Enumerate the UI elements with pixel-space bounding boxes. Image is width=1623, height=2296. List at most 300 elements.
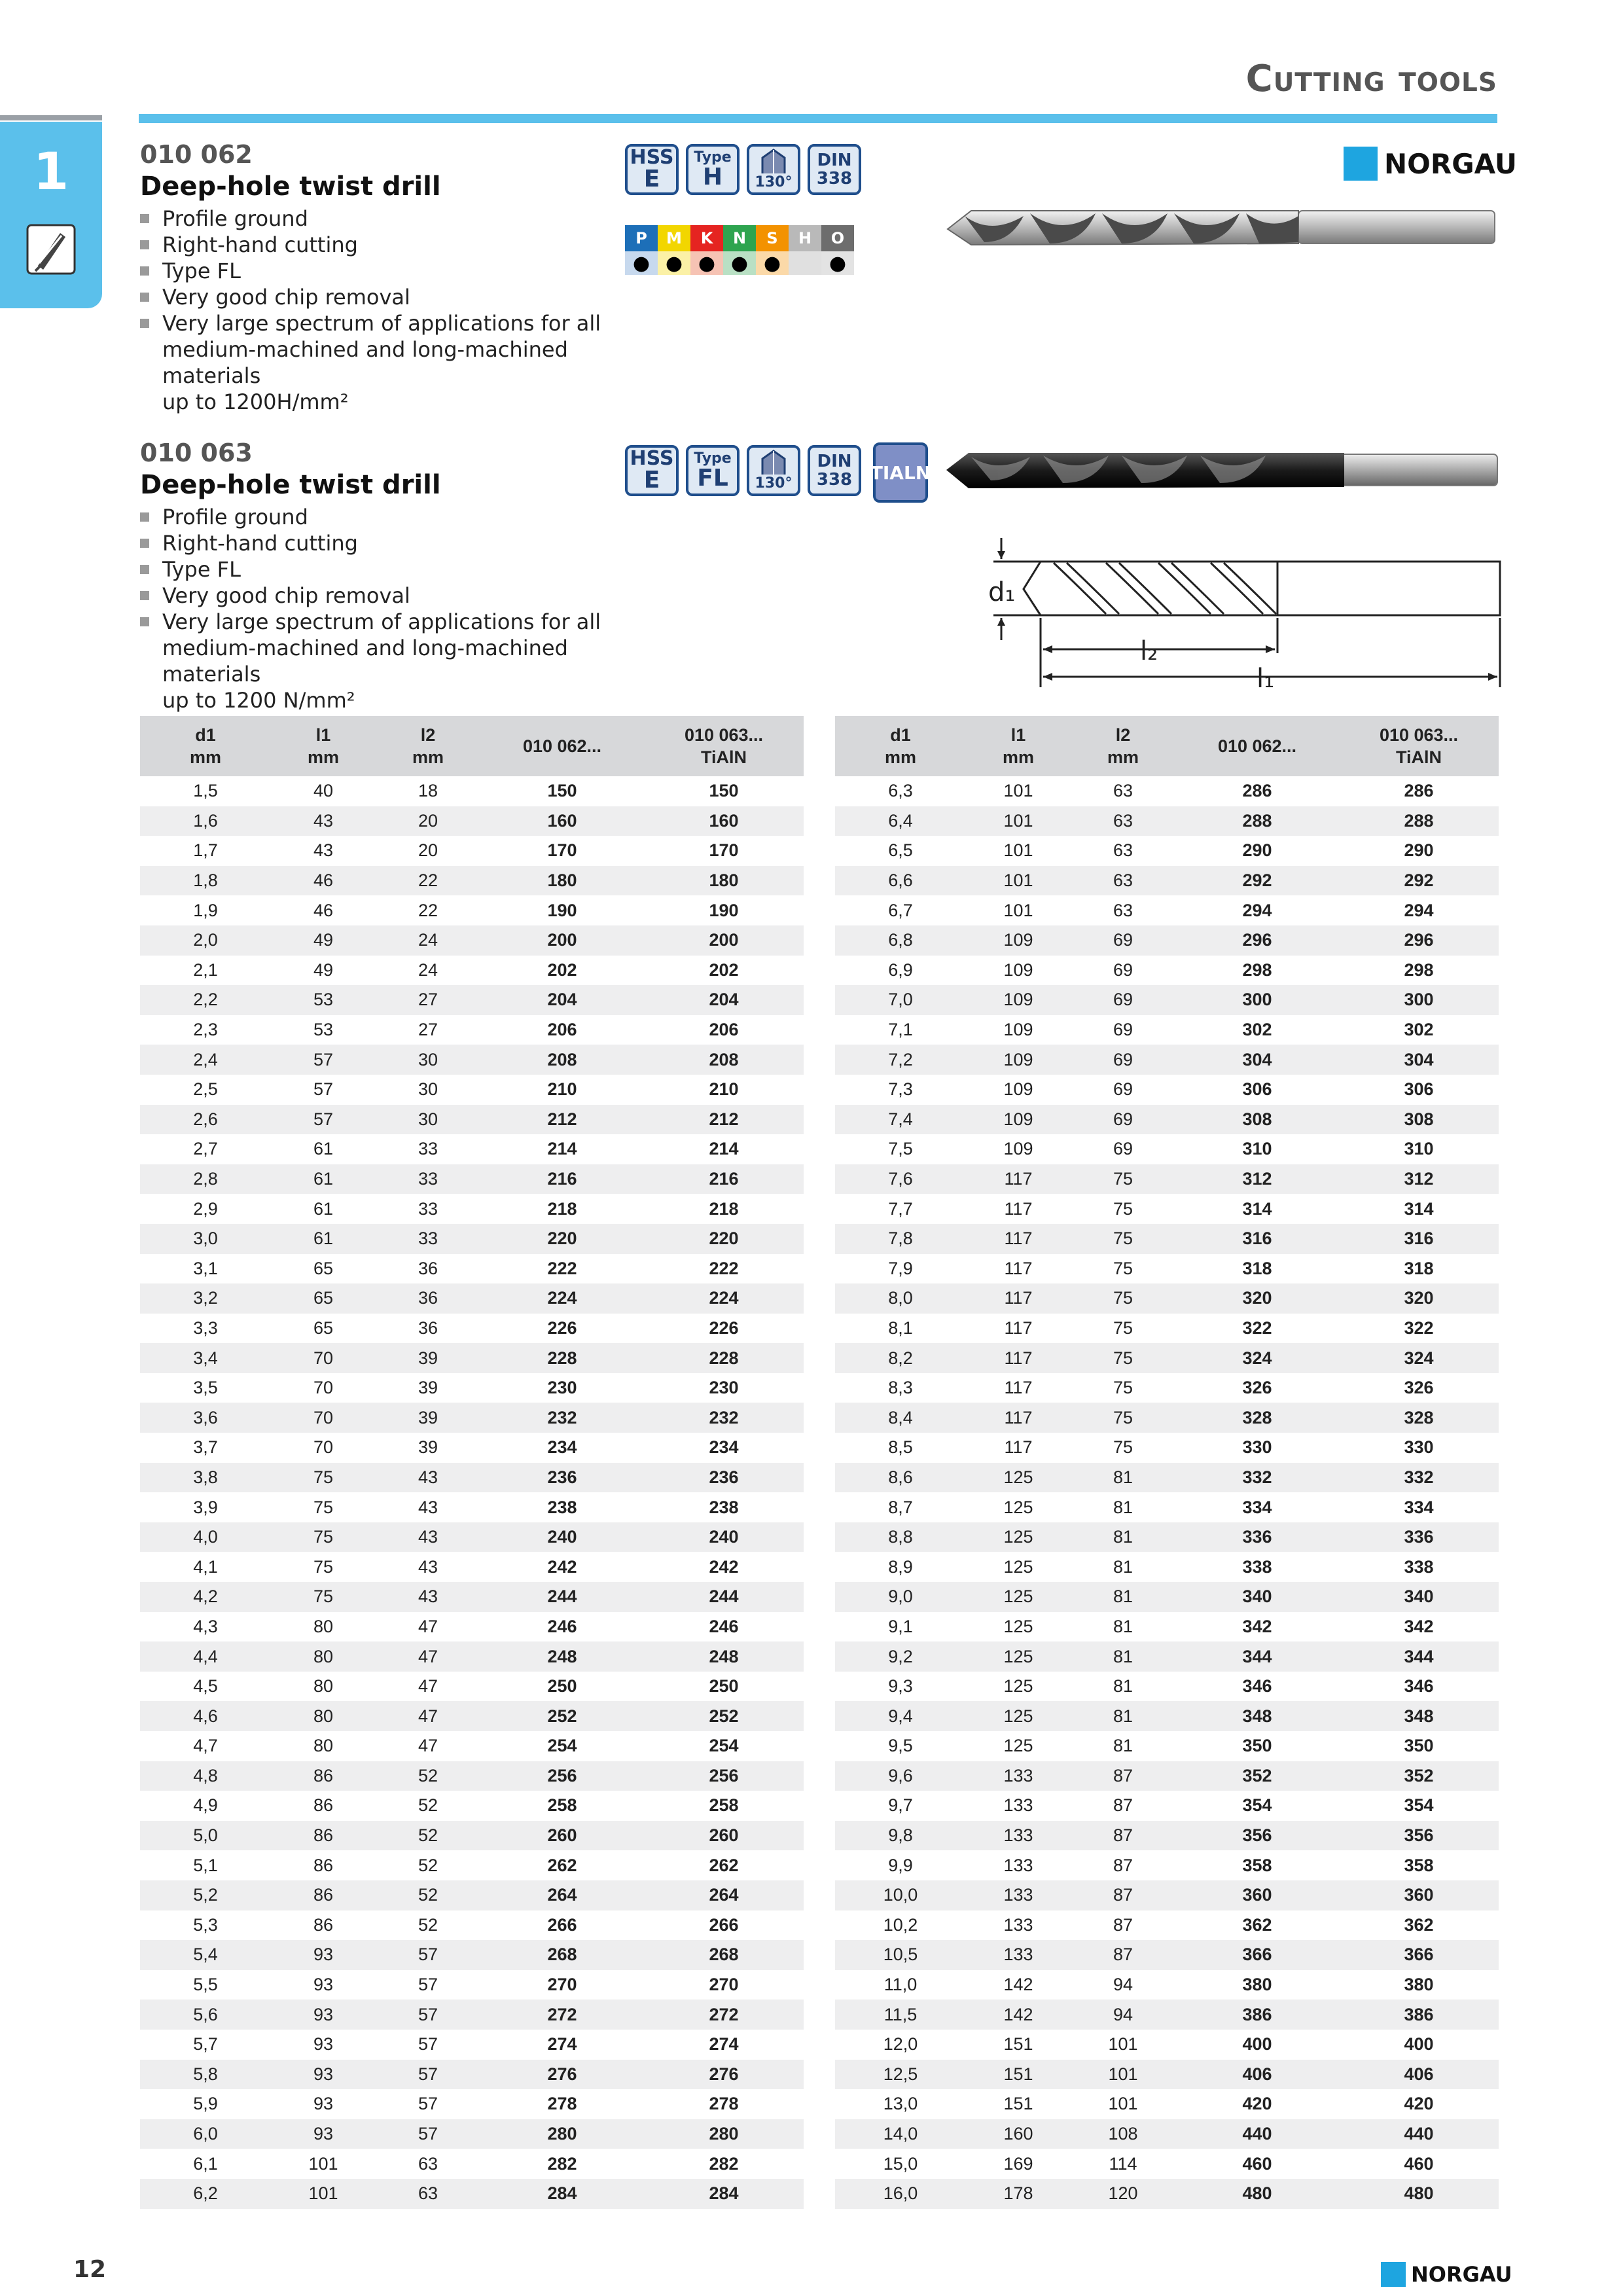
table-cell: 33 (376, 1224, 480, 1254)
table-cell: 61 (313, 1198, 334, 1219)
column-header-line: l1 (1010, 725, 1026, 745)
table-cell: 240 (644, 1522, 804, 1552)
table-cell: 480 (1175, 2179, 1339, 2209)
table-cell: 40 (313, 781, 334, 801)
column-header (835, 716, 966, 776)
table-cell: 109 (966, 925, 1071, 956)
table-cell: 342 (1242, 1616, 1272, 1636)
table-cell: 360 (1175, 1880, 1339, 1910)
table-cell: 7,6 (835, 1164, 966, 1194)
material-dot-o: ● (821, 251, 854, 275)
table-cell: 248 (644, 1641, 804, 1672)
column-header-line: 010 062... (522, 736, 602, 756)
feature-item-continued: medium-machined and long-machined materials (162, 337, 568, 388)
table-cell: 226 (547, 1318, 577, 1338)
table-cell: 5,5 (193, 1975, 218, 1995)
table-row (835, 925, 1499, 956)
material-suitability (625, 225, 854, 275)
table-cell: 142 (966, 2000, 1071, 2030)
table-cell: 87 (1071, 1821, 1175, 1851)
table-cell: 7,3 (888, 1079, 913, 1100)
table-cell: 101 (1071, 2060, 1175, 2090)
table-cell: 7,7 (888, 1198, 913, 1219)
table-cell: 8,4 (835, 1403, 966, 1433)
table-cell: 330 (1404, 1437, 1434, 1458)
table-cell: 117 (1004, 1437, 1033, 1458)
table-cell: 3,7 (193, 1437, 218, 1458)
table-cell: 326 (1404, 1378, 1434, 1398)
footer-brand-logo (1381, 2262, 1512, 2287)
table-cell: 14,0 (835, 2119, 966, 2149)
table-cell: 304 (1175, 1045, 1339, 1075)
column-header-line: TiAlN (1395, 747, 1442, 767)
table-cell: 274 (709, 2034, 739, 2054)
table-cell: 224 (644, 1283, 804, 1314)
table-row (835, 1045, 1499, 1075)
table-row (835, 895, 1499, 925)
table-cell: 292 (1339, 866, 1499, 896)
table-row (140, 925, 804, 956)
table-cell: 2,9 (193, 1198, 218, 1219)
table-cell: 286 (1404, 781, 1434, 801)
badge-value: E (643, 467, 660, 493)
table-cell: 53 (313, 1020, 334, 1040)
table-row (140, 2149, 804, 2179)
table-cell: 230 (547, 1378, 577, 1398)
table-cell: 244 (480, 1582, 644, 1612)
table-cell: 420 (1242, 2094, 1272, 2114)
table-cell: 53 (271, 985, 376, 1015)
table-cell: 220 (644, 1224, 804, 1254)
table-cell: 125 (1003, 1556, 1033, 1577)
table-cell: 86 (271, 1761, 376, 1791)
table-cell: 4,2 (140, 1582, 271, 1612)
table-cell: 9,0 (835, 1582, 966, 1612)
table-cell: 33 (418, 1139, 438, 1159)
feature-list (140, 206, 637, 415)
table-row (835, 2119, 1499, 2149)
table-cell: 86 (271, 1880, 376, 1910)
table-cell: 236 (480, 1463, 644, 1493)
table-cell: 36 (418, 1318, 438, 1338)
table-cell: 212 (480, 1105, 644, 1135)
table-cell: 81 (1113, 1497, 1133, 1517)
table-cell: 94 (1113, 1975, 1133, 1995)
table-cell: 3,9 (193, 1497, 218, 1517)
table-cell: 3,8 (140, 1463, 271, 1493)
table-cell: 242 (547, 1556, 577, 1577)
table-cell: 43 (376, 1522, 480, 1552)
table-cell: 246 (547, 1616, 577, 1636)
table-cell: 238 (547, 1497, 577, 1517)
table-cell: 114 (1109, 2153, 1137, 2174)
feature-item: Right-hand cutting (140, 232, 637, 258)
table-cell: 346 (1404, 1676, 1434, 1696)
table-cell: 214 (709, 1139, 739, 1159)
table-cell: 133 (966, 1880, 1071, 1910)
badge-label: HSS (630, 447, 674, 470)
table-cell: 274 (547, 2034, 577, 2054)
table-row (140, 1970, 804, 2000)
table-cell: 117 (966, 1224, 1071, 1254)
table-cell: 300 (1175, 985, 1339, 1015)
table-cell: 6,6 (835, 866, 966, 896)
table-cell: 260 (644, 1821, 804, 1851)
table-cell: 226 (709, 1318, 739, 1338)
table-cell: 142 (1003, 1975, 1033, 1995)
table-cell: 212 (644, 1105, 804, 1135)
column-header-line: l2 (1115, 725, 1131, 745)
table-cell: 284 (644, 2179, 804, 2209)
table-cell: 362 (1404, 1914, 1434, 1935)
table-cell: 6,3 (888, 781, 913, 801)
table-cell: 81 (1071, 1701, 1175, 1731)
column-header-line: mm (1002, 747, 1034, 767)
table-cell: 75 (1113, 1318, 1133, 1338)
material-dot-m: ● (658, 251, 690, 275)
badge-label: Type (694, 450, 732, 467)
table-cell: 4,0 (140, 1522, 271, 1552)
table-cell: 11,0 (883, 1975, 918, 1995)
table-cell: 22 (418, 900, 438, 920)
table-row (835, 1283, 1499, 1314)
table-cell: 133 (1003, 1795, 1033, 1816)
table-cell: 75 (1113, 1198, 1133, 1219)
din-badge (808, 445, 861, 496)
table-cell: 10,5 (835, 1940, 966, 1970)
feature-item-continued: up to 1200H/mm² (162, 389, 349, 414)
feature-item: Profile ground (140, 504, 637, 530)
table-row (835, 1194, 1499, 1224)
table-cell: 190 (709, 900, 739, 920)
table-cell: 200 (644, 925, 804, 956)
table-cell: 8,0 (835, 1283, 966, 1314)
table-row (140, 1254, 804, 1284)
table-cell: 302 (1242, 1020, 1272, 1040)
table-cell: 220 (480, 1224, 644, 1254)
table-cell: 63 (1071, 806, 1175, 836)
table-row (140, 776, 804, 806)
feature-item: Type FL (140, 556, 637, 583)
table-row (140, 1731, 804, 1761)
table-cell: 7,8 (835, 1224, 966, 1254)
table-cell: 52 (418, 1914, 438, 1935)
table-cell: 4,6 (140, 1701, 271, 1731)
table-cell: 400 (1242, 2034, 1272, 2054)
table-cell: 80 (313, 1736, 334, 1756)
table-row (835, 1403, 1499, 1433)
table-cell: 350 (1242, 1736, 1272, 1756)
column-header-line: d1 (890, 725, 911, 745)
table-cell: 101 (308, 2153, 338, 2174)
table-cell: 2,7 (193, 1139, 218, 1159)
table-row (140, 1821, 804, 1851)
table-cell: 109 (966, 1045, 1071, 1075)
table-row (140, 1075, 804, 1105)
table-row (835, 1224, 1499, 1254)
table-cell: 75 (1113, 1437, 1133, 1458)
table-cell: 210 (709, 1079, 739, 1100)
table-cell: 2,6 (140, 1105, 271, 1135)
table-cell: 5,9 (193, 2094, 218, 2114)
table-cell: 278 (547, 2094, 577, 2114)
table-cell: 250 (709, 1676, 739, 1696)
table-cell: 9,2 (835, 1641, 966, 1672)
table-row (835, 776, 1499, 806)
table-cell: 30 (376, 1045, 480, 1075)
table-cell: 16,0 (835, 2179, 966, 2209)
page-number: 12 (73, 2256, 107, 2283)
table-cell: 314 (1404, 1198, 1434, 1219)
table-cell: 322 (1242, 1318, 1272, 1338)
table-cell: 232 (480, 1403, 644, 1433)
table-cell: 43 (313, 840, 334, 861)
table-cell: 318 (1242, 1258, 1272, 1278)
table-cell: 440 (1339, 2119, 1499, 2149)
table-cell: 12,5 (835, 2060, 966, 2090)
table-cell: 7,5 (888, 1139, 913, 1159)
table-cell: 420 (1404, 2094, 1434, 2114)
table-cell: 320 (1175, 1283, 1339, 1314)
table-cell: 228 (480, 1343, 644, 1373)
table-cell: 252 (644, 1701, 804, 1731)
table-cell: 20 (376, 806, 480, 836)
table-cell: 2,5 (193, 1079, 218, 1100)
table-cell: 6,7 (888, 900, 913, 920)
badge-label: DIN (817, 452, 852, 471)
table-cell: 380 (1242, 1975, 1272, 1995)
table-row (835, 1641, 1499, 1672)
table-cell: 75 (271, 1522, 376, 1552)
d1-label: d₁ (988, 577, 1016, 607)
type-badge (686, 445, 740, 496)
table-cell: 65 (271, 1283, 376, 1314)
table-row (140, 2000, 804, 2030)
table-cell: 7,1 (888, 1020, 913, 1040)
table-cell: 94 (1071, 2000, 1175, 2030)
table-cell: 238 (709, 1497, 739, 1517)
table-cell: 69 (1071, 985, 1175, 1015)
table-cell: 117 (1004, 1258, 1033, 1278)
table-row (140, 1522, 804, 1552)
table-cell: 318 (1404, 1258, 1434, 1278)
table-cell: 93 (271, 2060, 376, 2090)
table-cell: 8,7 (888, 1497, 913, 1517)
column-header (644, 716, 804, 776)
table-row (835, 1821, 1499, 1851)
table-cell: 322 (1404, 1318, 1434, 1338)
table-cell: 15,0 (883, 2153, 918, 2174)
table-cell: 75 (1071, 1343, 1175, 1373)
product-title: Deep-hole twist drill (140, 171, 441, 202)
table-row (835, 1701, 1499, 1731)
table-cell: 356 (1339, 1821, 1499, 1851)
type-badge (686, 144, 740, 195)
tialn-coating-badge: TIALN (873, 442, 928, 503)
table-cell: 109 (1003, 1139, 1033, 1159)
table-cell: 86 (313, 1914, 334, 1935)
column-header-line: 010 063... (684, 725, 764, 745)
material-dot-h (789, 251, 821, 275)
table-cell: 354 (1404, 1795, 1434, 1816)
table-row (140, 866, 804, 896)
table-cell: 22 (376, 866, 480, 896)
table-cell: 86 (313, 1855, 334, 1875)
table-row (140, 2030, 804, 2060)
table-row (140, 2060, 804, 2090)
table-cell: 348 (1339, 1701, 1499, 1731)
table-cell: 260 (480, 1821, 644, 1851)
table-cell: 10,0 (835, 1880, 966, 1910)
drill-tip-icon (757, 149, 790, 175)
table-cell: 33 (376, 1164, 480, 1194)
table-cell: 133 (966, 1761, 1071, 1791)
table-cell: 33 (418, 1198, 438, 1219)
table-row (835, 1850, 1499, 1880)
table-cell: 308 (1175, 1105, 1339, 1135)
din-badge (808, 144, 861, 195)
table-cell: 214 (547, 1139, 577, 1159)
table-row (140, 1701, 804, 1731)
table-cell: 290 (1404, 840, 1434, 861)
table-cell: 101 (1108, 2034, 1138, 2054)
table-cell: 47 (418, 1616, 438, 1636)
table-cell: 228 (644, 1343, 804, 1373)
table-cell: 352 (1175, 1761, 1339, 1791)
table-cell: 406 (1339, 2060, 1499, 2090)
table-cell: 230 (709, 1378, 739, 1398)
table-cell: 256 (480, 1761, 644, 1791)
logo-text: NORGAU (1411, 2262, 1512, 2287)
table-cell: 125 (966, 1522, 1071, 1552)
table-cell: 336 (1175, 1522, 1339, 1552)
column-header (1339, 716, 1499, 776)
table-cell: 6,0 (140, 2119, 271, 2149)
table-cell: 160 (966, 2119, 1071, 2149)
feature-item: Very good chip removal (140, 583, 637, 609)
table-cell: 46 (271, 866, 376, 896)
table-cell: 7,9 (888, 1258, 913, 1278)
table-row (140, 1403, 804, 1433)
table-cell: 52 (376, 1761, 480, 1791)
table-cell: 52 (418, 1795, 438, 1816)
table-cell: 340 (1339, 1582, 1499, 1612)
table-row (140, 1940, 804, 1970)
table-cell: 344 (1175, 1641, 1339, 1672)
table-cell: 258 (709, 1795, 739, 1816)
badge-label: DIN (817, 151, 852, 170)
table-row (835, 2149, 1499, 2179)
table-row (835, 1552, 1499, 1582)
table-cell: 2,2 (140, 985, 271, 1015)
material-group-p: P (625, 225, 658, 251)
table-cell: 310 (1404, 1139, 1434, 1159)
table-cell: 288 (1175, 806, 1339, 836)
table-cell: 8,8 (835, 1522, 966, 1552)
table-cell: 81 (1113, 1616, 1133, 1636)
table-cell: 178 (966, 2179, 1071, 2209)
table-cell: 5,3 (193, 1914, 218, 1935)
table-row (835, 1463, 1499, 1493)
column-header-line: l2 (420, 725, 436, 745)
table-cell: 69 (1071, 1045, 1175, 1075)
table-cell: 52 (376, 1821, 480, 1851)
table-row (835, 806, 1499, 836)
table-cell: 312 (1339, 1164, 1499, 1194)
table-cell: 3,2 (140, 1283, 271, 1314)
table-row (835, 1582, 1499, 1612)
table-cell: 8,3 (888, 1378, 913, 1398)
table-cell: 2,0 (140, 925, 271, 956)
table-cell: 81 (1113, 1676, 1133, 1696)
table-cell: 288 (1339, 806, 1499, 836)
table-cell: 117 (966, 1343, 1071, 1373)
table-cell: 204 (644, 985, 804, 1015)
table-cell: 276 (644, 2060, 804, 2090)
table-cell: 312 (1175, 1164, 1339, 1194)
table-cell: 160 (480, 806, 644, 836)
point-angle-badge (747, 144, 800, 195)
table-cell: 150 (709, 781, 739, 801)
table-cell: 248 (480, 1641, 644, 1672)
table-cell: 80 (271, 1701, 376, 1731)
table-cell: 81 (1113, 1736, 1133, 1756)
table-row (140, 1283, 804, 1314)
table-row (835, 1970, 1499, 2000)
table-cell: 1,9 (193, 900, 218, 920)
table-cell: 350 (1404, 1736, 1434, 1756)
table-cell: 109 (1003, 1020, 1033, 1040)
table-cell: 87 (1113, 1914, 1133, 1935)
table-cell: 69 (1113, 1079, 1133, 1100)
table-cell: 6,1 (193, 2153, 218, 2174)
table-cell: 222 (709, 1258, 739, 1278)
badge-value: H (702, 164, 723, 190)
table-cell: 334 (1242, 1497, 1272, 1517)
table-cell: 338 (1242, 1556, 1272, 1577)
table-cell: 57 (376, 2000, 480, 2030)
table-cell: 210 (547, 1079, 577, 1100)
table-cell: 10,2 (883, 1914, 918, 1935)
table-row (140, 1015, 804, 1045)
table-cell: 298 (1404, 960, 1434, 980)
table-cell: 81 (1071, 1641, 1175, 1672)
table-cell: 6,4 (835, 806, 966, 836)
table-cell: 69 (1113, 960, 1133, 980)
table-header-row (835, 716, 1499, 776)
table-cell: 87 (1113, 1855, 1133, 1875)
table-cell: 101 (271, 2179, 376, 2209)
column-header (480, 716, 644, 776)
table-row (835, 2000, 1499, 2030)
product-code: 010 063 (140, 439, 253, 467)
table-cell: 282 (547, 2153, 577, 2174)
table-cell: 360 (1339, 1880, 1499, 1910)
table-cell: 3,5 (193, 1378, 218, 1398)
table-cell: 27 (376, 985, 480, 1015)
table-cell: 70 (313, 1378, 334, 1398)
table-cell: 57 (418, 2034, 438, 2054)
table-cell: 133 (966, 1821, 1071, 1851)
table-row (140, 1850, 804, 1880)
table-cell: 324 (1175, 1343, 1339, 1373)
table-cell: 3,0 (140, 1224, 271, 1254)
column-header (1175, 716, 1339, 776)
table-cell: 5,4 (140, 1940, 271, 1970)
table-cell: 7,0 (835, 985, 966, 1015)
table-cell: 256 (644, 1761, 804, 1791)
column-header-line: d1 (195, 725, 216, 745)
